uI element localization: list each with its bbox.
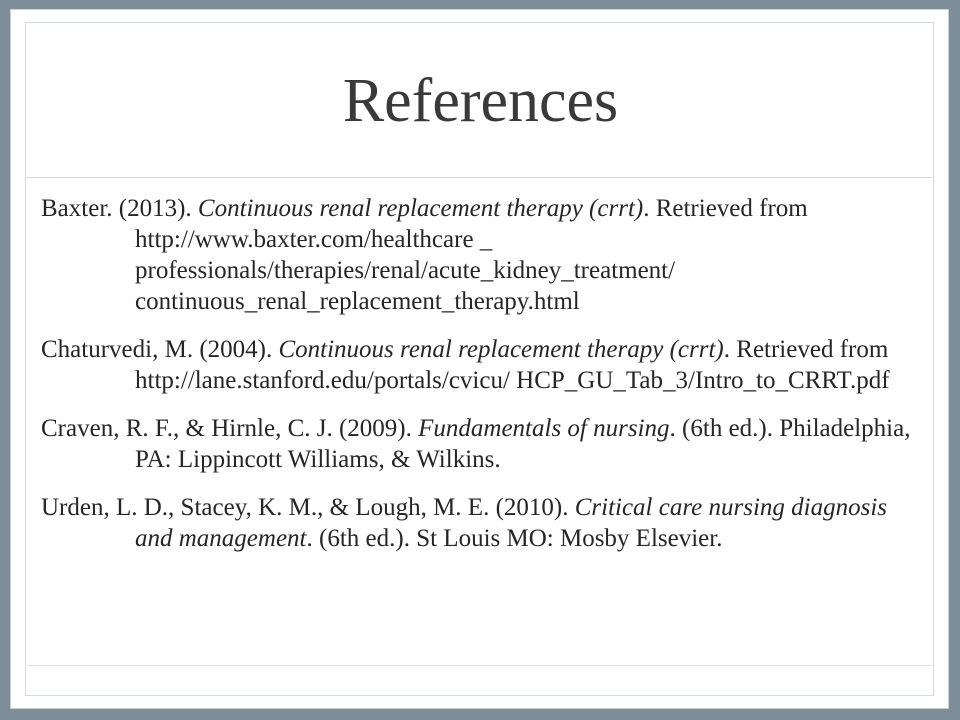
reference-item-chaturvedi <box>41 334 921 396</box>
reference-source: . (6th ed.). St Louis MO: Mosby Elsevier. <box>306 525 723 552</box>
reference-work-title: Continuous renal replacement therapy (crrt) <box>278 336 724 363</box>
reference-authors-date: Craven, R. F., & Hirnle, C. J. (2009). <box>41 415 419 442</box>
reference-source: . Retrieved from http://www.baxter.com/healthcare _ professionals/therapies/renal/acute_kidney_treatment/ continuous_renal_replacement_therapy.html <box>135 195 808 315</box>
reference-item-baxter <box>41 193 921 317</box>
reference-list <box>41 193 921 571</box>
reference-authors-date: Chaturvedi, M. (2004). <box>41 336 279 363</box>
reference-item-craven <box>41 413 921 475</box>
reference-work-title: Continuous renal replacement therapy (crrt) <box>197 195 644 222</box>
slide <box>10 9 949 709</box>
reference-item-urden <box>41 492 921 554</box>
reference-authors-date: Urden, L. D., Stacey, K. M., & Lough, M. E. (2010). <box>41 494 575 521</box>
slide-title: References <box>342 67 619 135</box>
reference-authors-date: Baxter. (2013). <box>41 195 198 222</box>
reference-source: . (6th ed.). Philadelphia, PA: Lippincott Williams, & Wilkins. <box>135 415 911 473</box>
reference-work-title: Fundamentals of nursing <box>418 415 670 442</box>
reference-work-title: Critical care nursing diagnosis and management <box>135 494 887 552</box>
reference-source: . Retrieved from http://lane.stanford.edu/portals/cvicu/ HCP_GU_Tab_3/Intro_to_CRRT.pdf <box>135 336 890 394</box>
footer-divider <box>25 665 934 666</box>
